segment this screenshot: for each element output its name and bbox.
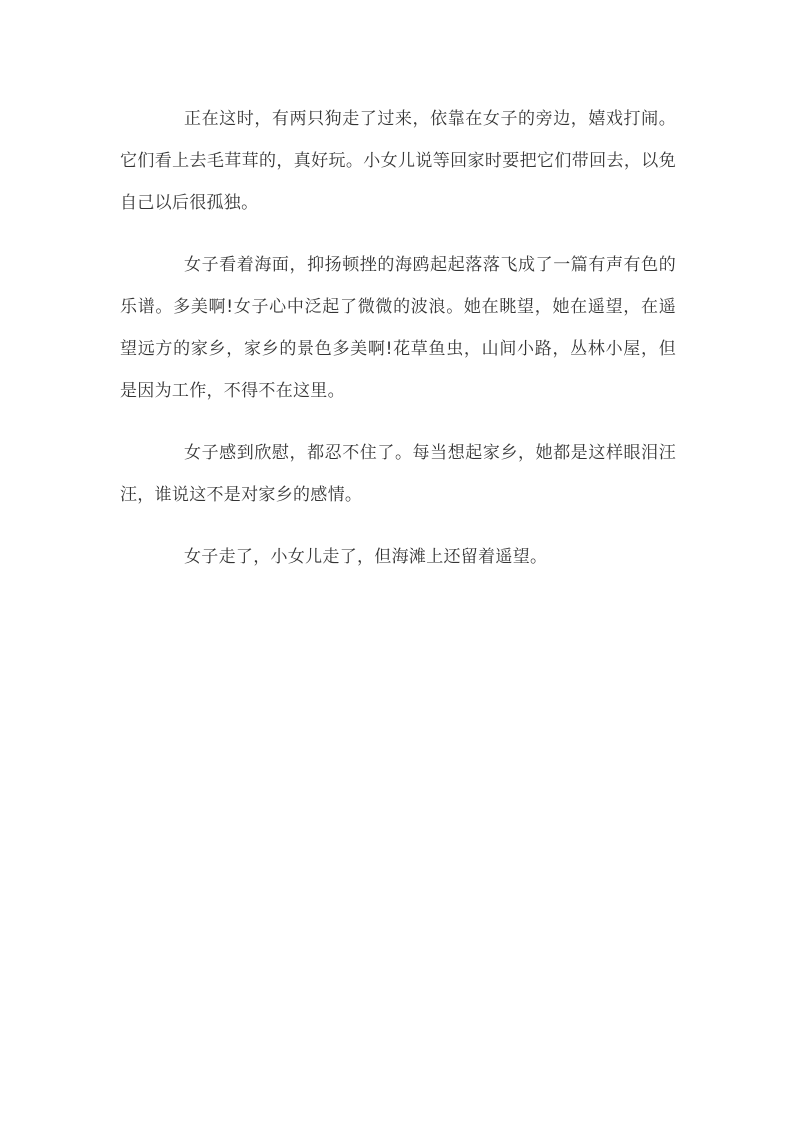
document-body [120,98,676,598]
paragraph-3: 女子感到欣慰，都忍不住了。每当想起家乡，她都是这样眼泪汪汪，谁说这不是对家乡的感情。 [120,443,676,505]
paragraph-4: 女子走了，小女儿走了，但海滩上还留着遥望。 [184,547,548,567]
paragraph-1: 正在这时，有两只狗走了过来，依靠在女子的旁边，嬉戏打闹。它们看上去毛茸茸的，真好玩。小女儿说等回家时要把它们带回去，以免自己以后很孤独。 [120,109,676,213]
paragraph-2: 女子看着海面，抑扬顿挫的海鸥起起落落飞成了一篇有声有色的乐谱。多美啊!女子心中泛起了微微的波浪。她在眺望，她在遥望，在遥望远方的家乡，家乡的景色多美啊!花草鱼虫，山间小路，丛林小屋，但是因为工作，不得不在这里。 [120,255,676,401]
